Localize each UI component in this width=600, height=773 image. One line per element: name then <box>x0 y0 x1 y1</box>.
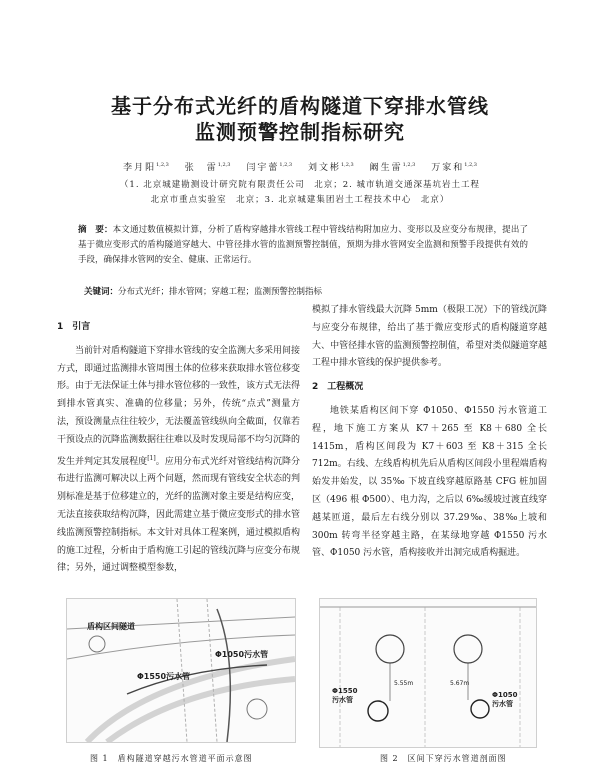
author: 闫宇蕾$^{1,2,3}$ <box>246 162 293 173</box>
section-heading-intro: 1 引言 <box>57 322 91 332</box>
fig2-label-1050: Φ1050 <box>492 691 518 699</box>
fig2-label-1550: Φ1550 <box>332 687 358 695</box>
fig1-label-tunnel: 盾构区间隧道 <box>87 622 135 631</box>
citation: [1] <box>147 454 156 462</box>
fig1-label-1050: Φ1050污水管 <box>215 650 269 659</box>
author: 李月阳$^{1,2,3}$ <box>123 162 169 173</box>
figure-2-caption: 图 2 区间下穿污水管道剖面图 <box>380 754 507 763</box>
keywords <box>84 285 524 297</box>
intro-continuation: 模拟了排水管线最大沉降 5mm（极限工况）下的管线沉降与应变分布规律，给出了基于微应变形式的盾构隧道穿越大、中管径排水管的监测预警控制值，希望对类似隧道穿越工程中排水管线的保护提供参考。 <box>312 305 547 369</box>
fig2-label-1550b: 污水管 <box>332 696 353 704</box>
left-column <box>57 315 300 578</box>
author-list <box>0 160 600 173</box>
project-paragraph: 地铁某盾构区间下穿 Φ1050、Φ1550 污水管道工程，地下施工方案从 K7＋265 至 K8＋680 全长 1415m，盾构区间段为 K7＋603 至 K8＋315 全长 712m。右线、左线盾构机先后从盾构区间段小里程端盾构始发井始发，以 35‰ 下坡直线穿越原路基 CFG 桩加固区（496 根 Φ500）、电力沟，之后以 6‰缓坡过渡直线穿越某匝道，最后左右线分别以 37.29‰、38‰上坡和 300m 转弯半径穿越主路，在某绿地穿越 Φ1550 污水管、Φ1050 污水管，盾构接收并出洞完成盾构掘进。 <box>312 405 547 559</box>
figure-1-caption: 图 1 盾构隧道穿越污水管道平面示意图 <box>90 754 253 763</box>
section-heading-project: 2 工程概况 <box>312 382 364 393</box>
figure-1-plan <box>66 598 296 743</box>
author: 刘文彬$^{1,2,3}$ <box>307 162 354 173</box>
abstract <box>78 223 528 269</box>
keywords-text: 分布式光纤；排水管网；穿越工程；监测预警控制指标 <box>118 287 323 297</box>
plan-drawing <box>67 599 295 742</box>
affiliation-line-1: （1. 北京城建勘测设计研究院有限责任公司 北京；2. 城市轨道交通深基坑岩土工程 <box>119 180 481 190</box>
keywords-label: 关键词： <box>84 287 119 297</box>
fig2-dim-2: 5.67m <box>450 680 470 687</box>
abstract-text: 本文通过数值模拟计算，分析了盾构穿越排水管线工程中管线结构附加应力、变形以及应变分布规律，提出了基于微应变形式的盾构隧道穿越大、中管径排水管的监测预警控制值，预期为排水管网安全监测和预警手段提供有效的手段，确保排水管网的安全、健康、正常运行。 <box>78 225 528 266</box>
author: 万家和$^{1,2,3}$ <box>431 162 477 173</box>
section-drawing <box>320 599 536 747</box>
abstract-label: 摘 要： <box>78 225 113 235</box>
fig2-dim-1: 5.55m <box>394 680 414 687</box>
intro-paragraph: 当前针对盾构隧道下穿排水管线的安全监测大多采用间接方式，即通过监测排水管周围土体的位移来获取排水管位移变形。由于无法保证土体与排水管位移的一致性，该方式无法得到排水管真实、准确的位移量；另外，传统“点式”测量方法，预设测量点往往较少，无法覆盖管线纵向全截面，仅靠若干预设点的沉降监测数据往往难以及时发现局部不均匀沉降的发生并判定其发展程度[1]。应用分布式光纤对管线结构沉降分布进行监测可解决以上两个问题，然而现有管线安全状态的判别标准是基于位移建立的，光纤的监测对象主要是结构应变，无法直接获取结构沉降，因此需建立基于微应变形式的排水管线监测预警控制指标。本文针对具体工程案例，通过模拟盾构的施工过程，分析由于盾构施工引起的管线沉降与应变分布规律；另外，通过调整模型参数， <box>57 345 301 574</box>
fig2-label-1050b: 污水管 <box>492 700 513 708</box>
author: 阚生雷$^{1,2,3}$ <box>369 162 416 173</box>
fig1-label-1550: Φ1550污水管 <box>137 672 191 681</box>
right-column <box>312 302 547 563</box>
title-line-2: 监测预警控制指标研究 <box>195 120 405 144</box>
title-line-1: 基于分布式光纤的盾构隧道下穿排水管线 <box>111 94 489 118</box>
figure-2-section <box>319 598 537 748</box>
author: 张 雷$^{1,2,3}$ <box>184 162 231 173</box>
affiliation-line-2: 北京市重点实验室 北京；3. 北京城建集团岩土工程技术中心 北京） <box>150 195 450 205</box>
